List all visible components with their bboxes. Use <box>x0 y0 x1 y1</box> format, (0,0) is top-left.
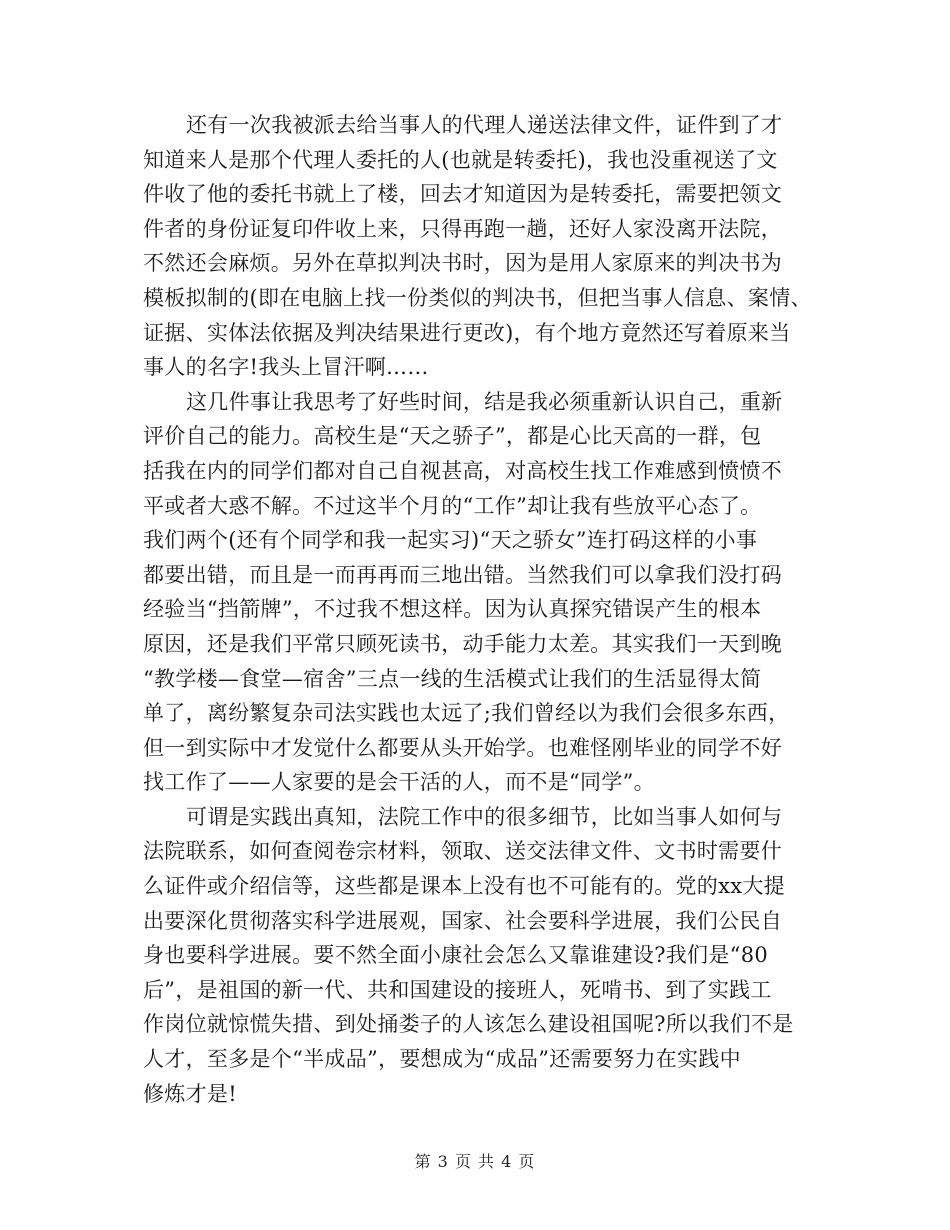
text-line: 件收了他的委托书就上了楼，回去才知道因为是转委托，需要把领文 <box>143 182 782 207</box>
text-line: 括我在内的同学们都对自己自视甚高，对高校生找工作难感到愤愤不 <box>143 458 782 483</box>
text-line: 模板拟制的(即在电脑上找一份类似的判决书，但把当事人信息、案情、 <box>143 285 812 310</box>
text-line: 原因，还是我们平常只顾死读书，动手能力太差。其实我们一天到晚 <box>143 631 782 656</box>
text-line: 证据、实体法依据及判决结果进行更改)，有个地方竟然还写着原来当 <box>143 320 791 345</box>
text-line: 评价自己的能力。高校生是“天之骄子”，都是心比天高的一群，包 <box>143 424 762 449</box>
text-line: 人才，至多是个“半成品”，要想成为“成品”还需要努力在实践中 <box>143 1047 741 1072</box>
text-line: 都要出错，而且是一而再再而三地出错。当然我们可以拿我们没打码 <box>143 562 782 587</box>
text-line: 么证件或介绍信等，这些都是课本上没有也不可能有的。党的xx大提 <box>143 874 785 899</box>
text-line: 可谓是实践出真知，法院工作中的很多细节，比如当事人如何与 <box>186 804 783 829</box>
text-line: 经验当“挡箭牌”，不过我不想这样。因为认真探究错误产生的根本 <box>143 597 762 622</box>
page-footer <box>0 1152 950 1172</box>
text-line: 这几件事让我思考了好些时间，结是我必须重新认识自己，重新 <box>186 389 783 414</box>
page-number: 第 3 页 共 4 页 <box>414 1152 536 1171</box>
text-line: 单了，离纷繁复杂司法实践也太远了;我们曾经以为我们会很多东西， <box>143 701 790 726</box>
text-line: 我们两个(还有个同学和我一起实习)“天之骄女”连打码这样的小事 <box>143 528 758 553</box>
text-line: 不然还会麻烦。另外在草拟判决书时，因为是用人家原来的判决书为 <box>143 251 782 276</box>
text-line: 后”，是祖国的新一代、共和国建设的接班人，死啃书、到了实践工 <box>143 977 772 1002</box>
text-line: 出要深化贯彻落实科学进展观，国家、社会要科学进展，我们公民自 <box>143 908 782 933</box>
text-line: 还有一次我被派去给当事人的代理人递送法律文件，证件到了才 <box>186 113 783 137</box>
text-line: 修炼才是! <box>143 1081 237 1106</box>
text-line: “教学楼—食堂—宿舍”三点一线的生活模式让我们的生活显得太简 <box>143 666 762 691</box>
body-text <box>143 108 833 1111</box>
text-line: 身也要科学进展。要不然全面小康社会怎么又靠谁建设?我们是“80 <box>143 943 769 968</box>
text-line: 作岗位就惊慌失措、到处捅娄子的人该怎么建设祖国呢?所以我们不是 <box>143 1012 794 1037</box>
text-line: 找工作了——人家要的是会干活的人，而不是“同学”。 <box>143 770 655 795</box>
text-line: 平或者大惑不解。不过这半个月的“工作”却让我有些放平心态了。 <box>143 493 762 518</box>
text-line: 知道来人是那个代理人委托的人(也就是转委托)，我也没重视送了文 <box>143 147 778 172</box>
text-line: 事人的名字!我头上冒汗啊…… <box>143 355 429 380</box>
text-line: 法院联系，如何查阅卷宗材料，领取、送交法律文件、文书时需要什 <box>143 839 782 864</box>
text-line: 但一到实际中才发觉什么都要从头开始学。也难怪刚毕业的同学不好 <box>143 735 782 760</box>
text-line: 件者的身份证复印件收上来，只得再跑一趟，还好人家没离开法院， <box>143 216 782 241</box>
